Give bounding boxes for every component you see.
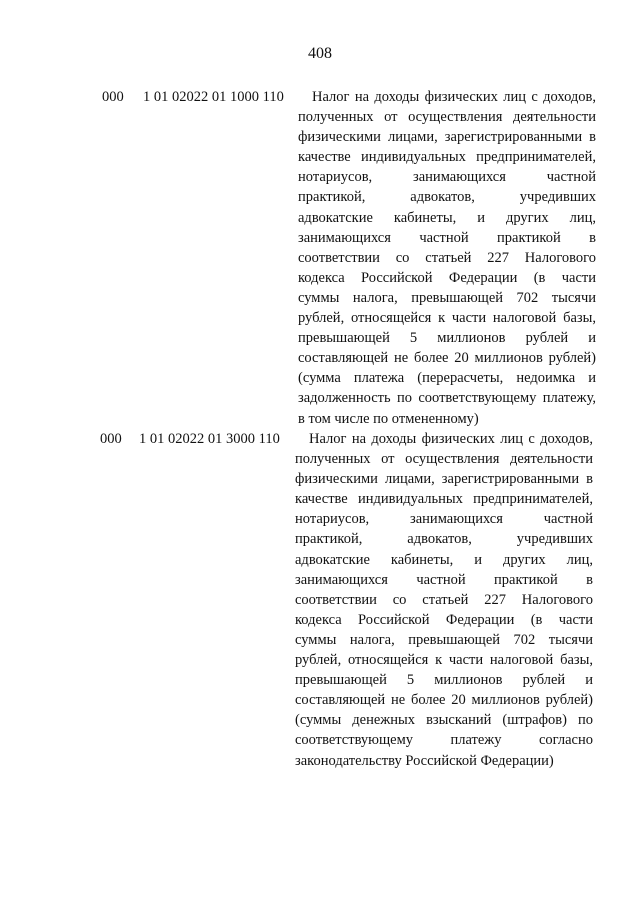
description-line: полученных от осуществления деятельности	[295, 451, 593, 468]
description-line: занимающихся частной практикой в	[298, 229, 596, 246]
description-line: адвокатские кабинеты, и других лиц,	[295, 551, 593, 568]
description-line: практикой, адвокатов, учредивших	[295, 531, 593, 548]
page-number: 408	[308, 45, 332, 62]
admin-code: 000	[102, 89, 124, 105]
description-line: задолженность по соответствующему платежу,	[298, 390, 596, 407]
description-line: кодекса Российской Федерации (в части	[295, 611, 593, 628]
description-line: Налог на доходы физических лиц с доходов,	[312, 89, 596, 105]
description-line: рублей, относящейся к части налоговой базы,	[295, 652, 593, 669]
description-line: (суммы денежных взысканий (штрафов) по	[295, 712, 593, 729]
description-line: составляющей не более 20 миллионов рублей)	[298, 350, 596, 367]
revenue-description	[298, 87, 596, 429]
description-line: физическими лицами, зарегистрированными в	[295, 471, 593, 488]
description-line: составляющей не более 20 миллионов рублей)	[295, 692, 593, 709]
revenue-description	[295, 429, 593, 771]
description-line: практикой, адвокатов, учредивших	[298, 189, 596, 206]
admin-code: 000	[100, 431, 122, 447]
description-line: нотариусов, занимающихся частной	[295, 511, 593, 528]
description-line: занимающихся частной практикой в	[295, 571, 593, 588]
budget-classification-code: 1 01 02022 01 3000 110	[139, 431, 280, 447]
description-line: качестве индивидуальных предпринимателей,	[298, 149, 596, 166]
description-line: адвокатские кабинеты, и других лиц,	[298, 209, 596, 226]
description-line: суммы налога, превышающей 702 тысячи	[298, 289, 596, 306]
description-line: полученных от осуществления деятельности	[298, 109, 596, 126]
budget-classification-code: 1 01 02022 01 1000 110	[143, 89, 284, 105]
description-line: кодекса Российской Федерации (в части	[298, 269, 596, 286]
description-line: суммы налога, превышающей 702 тысячи	[295, 631, 593, 648]
description-line: превышающей 5 миллионов рублей и	[295, 672, 593, 689]
description-line: (сумма платежа (перерасчеты, недоимка и	[298, 370, 596, 387]
description-line: рублей, относящейся к части налоговой базы,	[298, 310, 596, 327]
description-line: качестве индивидуальных предпринимателей,	[295, 491, 593, 508]
description-line: соответствии со статьей 227 Налогового	[295, 591, 593, 608]
description-line: физическими лицами, зарегистрированными в	[298, 129, 596, 146]
description-line: законодательству Российской Федерации)	[295, 752, 554, 769]
description-line: превышающей 5 миллионов рублей и	[298, 330, 596, 347]
description-line: Налог на доходы физических лиц с доходов,	[309, 431, 593, 447]
description-line: соответствии со статьей 227 Налогового	[298, 249, 596, 266]
description-line: в том числе по отмененному)	[298, 410, 479, 427]
description-line: нотариусов, занимающихся частной	[298, 169, 596, 186]
description-line: соответствующему платежу согласно	[295, 732, 593, 749]
